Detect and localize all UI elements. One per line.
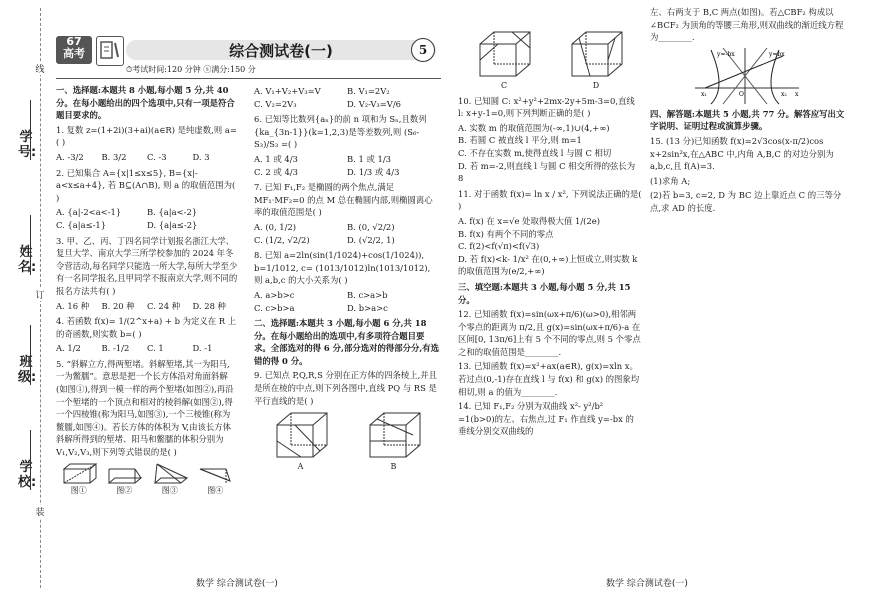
figure-3-label: 图③	[161, 485, 178, 495]
option-b[interactable]: B. c>a>b	[347, 289, 388, 300]
section-1-title: 一、选择题:本题共 8 小题,每小题 5 分,共 40 分。在每小题给出的四个选项中,只有一项是符合题目要求的。	[56, 85, 235, 121]
option-a[interactable]: A. 实数 m 的取值范围为(-∞,1)∪(4,+∞)	[458, 122, 610, 133]
question-7: 7. 已知 F₁,F₂ 是椭圆的两个焦点,满足 MF₁·MF₂=0 的点 M 总在椭圆内部,则椭圆离心率的取值范围是( )	[254, 182, 433, 218]
question-2-options	[56, 206, 238, 231]
figure-c-label: C	[500, 81, 508, 90]
cut-mark-zhuang: 装	[34, 505, 46, 518]
question-14: 14. 已知 F₁,F₂ 分别为双曲线 x²- y²/b² =1(b>0)的左、右焦点,过 F₁ 作直线 y=-bx 的垂线分别交双曲线的	[458, 401, 634, 437]
cube-figure-d	[566, 24, 626, 93]
name-blank[interactable]	[30, 215, 31, 275]
option-d[interactable]: D. {a|a≤-2}	[147, 219, 198, 230]
option-d[interactable]: D. 若 m=-2,则直线 l 与圆 C 相交所得的弦长为 8	[458, 160, 636, 184]
column-far-right	[650, 6, 846, 217]
page-number-badge: 5	[411, 38, 435, 62]
school-label: 学校:	[18, 460, 37, 490]
question-13: 13. 已知函数 f(x)=x²+ax(a∈R), g(x)=xln x。若过点(0,-1)存在直线 l 与 f(x) 和 g(x) 的图象均相切,则 a 的值为________.	[458, 361, 640, 397]
option-c[interactable]: C. {a|a≤-1}	[56, 219, 107, 230]
option-a[interactable]: A. 1 或 4/3	[254, 153, 298, 164]
school-blank[interactable]	[30, 430, 31, 490]
option-b[interactable]: B. 3/2	[101, 151, 127, 162]
question-11-options	[458, 215, 642, 278]
figure-a-label: A	[297, 462, 304, 472]
question-5-options	[254, 85, 440, 110]
cube-figure-b	[364, 409, 424, 474]
book-pen-icon	[96, 36, 124, 66]
class-blank[interactable]	[30, 325, 31, 385]
option-c[interactable]: C. 24 种	[147, 300, 181, 311]
class-label: 班级:	[18, 355, 37, 385]
figure-2-label: 图②	[116, 485, 133, 495]
cut-mark-xian: 线	[34, 62, 46, 75]
option-a[interactable]: A. 1/2	[56, 343, 81, 354]
question-15: 15. (13 分)已知函数 f(x)=2√3cos(x-π/2)cos x+2sin²x,在△ABC 中,内角 A,B,C 的对边分别为 a,b,c,且 f(A)=3.	[650, 135, 834, 172]
question-1-options	[56, 151, 238, 164]
option-b[interactable]: B. V₁=2V₂	[347, 86, 390, 96]
question-3-options	[56, 300, 238, 313]
label-pos-bx: y=bx	[769, 50, 785, 58]
figure-1	[60, 461, 98, 498]
binding-margin	[0, 0, 52, 599]
option-a[interactable]: A. 16 种	[56, 300, 90, 311]
option-c[interactable]: C. 1	[147, 343, 164, 354]
option-a[interactable]: A. (0, 1/2)	[254, 221, 297, 232]
question-10: 10. 已知圆 C: x²+y²+2mx-2y+5m-3=0,直线 l: x+y-1=0,则下列判断正确的是( )	[458, 95, 635, 119]
column-left	[56, 84, 238, 499]
question-11: 11. 对于函数 f(x)= ln x / x², 下列说法正确的是( )	[458, 188, 642, 212]
option-b[interactable]: B. 1 或 1/3	[347, 153, 391, 164]
cube-figure-c	[474, 24, 534, 93]
question-15-part-2: (2)若 b=3, c=2, D 为 BC 边上靠近点 C 的三等分点,求 AD 的长度.	[650, 190, 842, 213]
option-c[interactable]: C. V₂=2V₃	[254, 98, 297, 109]
option-d[interactable]: D. 28 种	[192, 300, 226, 311]
question-3: 3. 甲、乙、丙、丁四名同学计划报名浙江大学、复旦大学、南京大学三所学校参加的 2024 年冬令营活动,每名同学只能选一所大学,每所大学至少有一名同学报名,且甲同学不报南京大学,则不同的报名方法共有( )	[56, 235, 238, 296]
option-a[interactable]: A. V₁+V₂+V₃=V	[254, 86, 321, 96]
label-neg-bx: y=-bx	[717, 50, 735, 58]
option-a[interactable]: A. -3/2	[56, 151, 84, 162]
label-origin: O	[739, 90, 744, 98]
name-label: 姓名:	[18, 245, 37, 275]
cut-mark-ding: 订	[34, 288, 46, 301]
option-b[interactable]: B. f(x) 有两个不同的零点	[458, 228, 554, 239]
option-c[interactable]: C. 2 或 4/3	[254, 166, 298, 177]
question-9-figures	[254, 409, 440, 474]
student-id-blank[interactable]	[30, 100, 31, 160]
option-c[interactable]: C. (1/2, √2/2)	[254, 234, 310, 245]
option-d[interactable]: D. V₂-V₃=V/6	[347, 98, 401, 109]
question-8-options	[254, 289, 440, 314]
option-b[interactable]: B. -1/2	[101, 343, 130, 354]
option-c[interactable]: C. -3	[147, 151, 167, 162]
label-x1: x₁	[701, 90, 707, 98]
column-middle	[254, 84, 440, 476]
question-4-options	[56, 342, 238, 355]
option-b[interactable]: B. 若圆 C 被直线 l 平分,则 m=1	[458, 135, 582, 146]
section-4-title: 四、解答题:本题共 5 小题,共 77 分。解答应写出文字说明、证明过程或演算步骤。	[650, 108, 845, 132]
figure-1-label: 图①	[70, 485, 87, 495]
option-d[interactable]: D. -1	[192, 343, 213, 354]
question-6-options	[254, 153, 440, 178]
question-8: 8. 已知 a=2ln(sin(1/1024)+cos(1/1024)), b=1/1012, c= (1013/1012)ln(1013/1012), 则 a,b,c 的大小关系为( )	[254, 250, 431, 286]
figure-2	[105, 461, 143, 498]
figure-4	[196, 461, 234, 498]
option-b[interactable]: B. (0, √2/2)	[347, 221, 395, 232]
option-b[interactable]: B. {a|a<-2}	[147, 207, 198, 218]
student-id-label: 学号:	[18, 130, 37, 160]
option-d[interactable]: D. 若 f(x)<k- 1/x² 在(0,+∞)上恒成立,则实数 k 的取值范围为(e/2,+∞)	[458, 253, 638, 277]
option-d[interactable]: D. 3	[192, 151, 210, 162]
option-a[interactable]: A. {a|-2<a<-1}	[56, 207, 122, 218]
label-x: x	[795, 90, 799, 98]
question-1: 1. 复数 z=(1+2i)(3+ai)(a∈R) 是纯虚数,则 a=( )	[56, 124, 237, 148]
figure-b-label: B	[390, 462, 397, 472]
option-d[interactable]: D. 1/3 或 4/3	[347, 166, 400, 177]
figure-4-label: 图④	[207, 485, 224, 495]
question-5-figures	[56, 461, 238, 498]
cube-figure-a	[271, 409, 331, 474]
option-c[interactable]: C. c>b>a	[254, 302, 295, 313]
hyperbola-figure	[650, 46, 846, 106]
hyperbola-graph	[693, 46, 803, 106]
figure-d-label: D	[592, 81, 600, 90]
option-c[interactable]: C. f(2)<f(√π)<f(√3)	[458, 241, 540, 252]
question-7-options	[254, 221, 440, 246]
page-title: 综合测试卷(一)	[229, 42, 333, 60]
option-b[interactable]: B. 20 种	[101, 300, 135, 311]
exam-header	[56, 34, 441, 76]
question-2: 2. 已知集合 A={x|1≤x≤5}, B={x|-a<x≤a+4}, 若 B⊆(A∩B), 则 a 的取值范围为( )	[56, 167, 236, 203]
column-right	[458, 22, 642, 440]
figure-3	[151, 461, 189, 498]
option-a[interactable]: A. f(x) 在 x=√e 处取得极大值 1/(2e)	[458, 215, 601, 226]
question-4: 4. 若函数 f(x)= 1/(2^x+a) + b 为定义在 R 上的奇函数,则实数 b=( )	[56, 316, 237, 339]
question-5: 5. “斜解立方,得两堑堵。斜解堑堵,其一为阳马,一为鳖臑”。意思是把一个长方体沿对角面斜解(如图①),得到一模一样的两个堑堵(如图②),再沿一个堑堵的一个顶点和相对的棱斜解(如图②),得一个四棱锥(称为阳马,如图③),一个三棱锥(称为鳖臑,如图④)。若长方体的体积为 V,由该长方体斜解所得到的堑堵、阳马和鳖臑的体积分别为 V₁,V₂,V₃,则下列等式错误的是( )	[56, 358, 234, 458]
label-x2: x₂	[781, 90, 787, 98]
option-c[interactable]: C. 不存在实数 m,使得直线 l 与圆 C 相切	[458, 147, 612, 158]
exam-meta: ⏱考试时间:120 分钟 ⓢ满分:150 分	[126, 65, 256, 74]
option-d[interactable]: D. b>a>c	[347, 302, 388, 313]
question-6: 6. 已知等比数列{aₙ}的前 n 项和为 Sₙ,且数列{ka_{3n-1}}(k=1,2,3)是等差数列,则 (S₆-S₃)/S₃ =( )	[254, 114, 427, 150]
section-2-title: 二、选择题:本题共 3 小题,每小题 6 分,共 18 分。在每小题给出的选项中,有多项符合题目要求。全部选对的得 6 分,部分选对的得部分分,有选错的得 0 分。	[254, 318, 439, 366]
question-9-figures-cd	[458, 24, 642, 93]
header-rule	[56, 78, 441, 79]
section-3-title: 三、填空题:本题共 3 小题,每小题 5 分,共 15 分。	[458, 281, 631, 305]
footer-right: 数学 综合测试卷(一)	[606, 579, 688, 589]
question-14-continued: 左、右两支于 B,C 两点(如图)。若△CBF₂ 构成以∠BCF₂ 为顶角的等腰三角形,则双曲线的渐近线方程为________.	[650, 7, 844, 43]
brand-logo: 67 高考	[56, 36, 92, 64]
question-10-options	[458, 122, 642, 185]
option-d[interactable]: D. (√2/2, 1)	[347, 234, 395, 245]
question-9: 9. 已知点 P,Q,R,S 分别在正方体的四条棱上,并且是所在棱的中点,则下列各图中,直线 PQ 与 RS 是平行直线的是( )	[254, 370, 438, 406]
footer-left: 数学 综合测试卷(一)	[196, 579, 278, 589]
option-a[interactable]: A. a>b>c	[254, 289, 295, 300]
question-15-part-1: (1)求角 A;	[650, 175, 691, 186]
question-12: 12. 已知函数 f(x)=sin(ωx+π/6)(ω>0),相邻两个零点的距离为 π/2,且 g(x)=sin(ωx+π/6)-a 在区间[0, 13π/6]上有 5 个不同的零点,则 5 个零点之和的取值范围是________.	[458, 309, 641, 357]
